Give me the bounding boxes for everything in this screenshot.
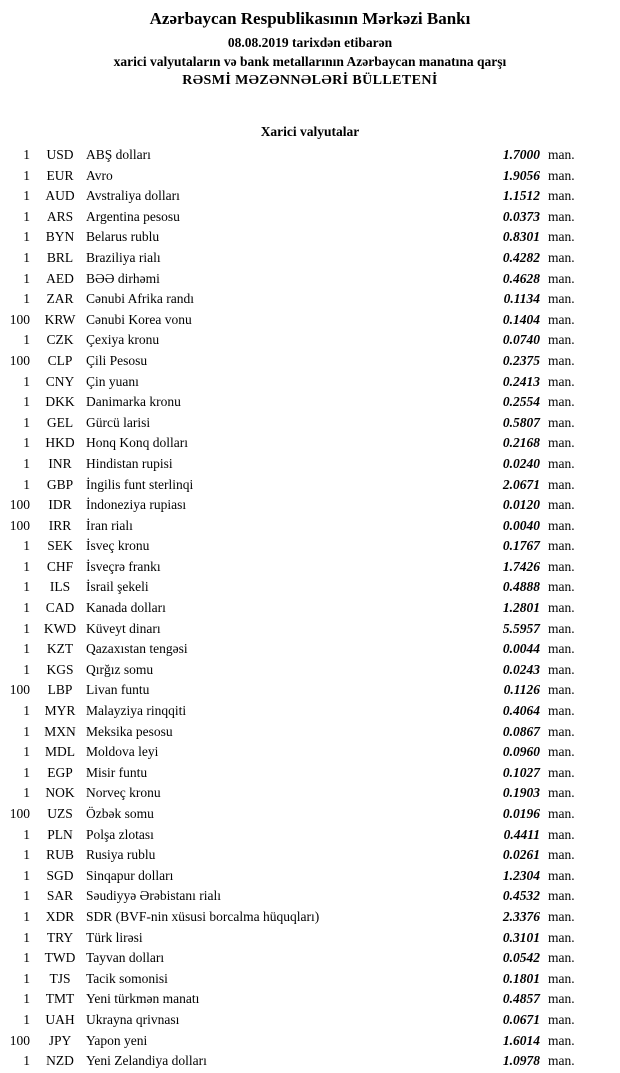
rate-row	[0, 186, 620, 207]
rate-value: 0.0867	[502, 723, 540, 739]
unit-label: man.	[548, 703, 575, 719]
quantity: 1	[23, 270, 30, 286]
currency-name: Tacik somonisi	[86, 970, 168, 986]
rate-value: 0.1404	[502, 311, 540, 327]
quantity: 1	[23, 394, 30, 410]
currency-code: SGD	[46, 867, 74, 883]
currency-name: Misir funtu	[86, 764, 148, 780]
rate-row	[0, 598, 620, 619]
unit-label: man.	[548, 394, 575, 410]
quantity: 100	[9, 311, 30, 327]
currency-name: İsveç kronu	[86, 538, 150, 554]
rate-row	[0, 701, 620, 722]
rate-value: 0.0240	[502, 455, 540, 471]
currency-code: CNY	[45, 373, 75, 389]
quantity: 1	[23, 249, 30, 265]
rate-value: 0.0243	[502, 661, 540, 677]
rate-value: 2.0671	[502, 476, 540, 492]
currency-code: BRL	[46, 249, 74, 265]
rate-row	[0, 763, 620, 784]
unit-label: man.	[548, 1032, 575, 1048]
unit-label: man.	[548, 229, 575, 245]
rate-value: 0.0040	[502, 517, 540, 533]
unit-label: man.	[548, 929, 575, 945]
rate-value: 0.0373	[502, 208, 540, 224]
rate-row	[0, 516, 620, 537]
currency-code: CZK	[46, 332, 74, 348]
rate-row	[0, 248, 620, 269]
rate-value: 0.4282	[502, 249, 540, 265]
unit-label: man.	[548, 455, 575, 471]
quantity: 1	[23, 847, 30, 863]
rate-row	[0, 660, 620, 681]
currency-name: Çexiya kronu	[86, 332, 160, 348]
currency-name: Belarus rublu	[86, 229, 160, 245]
currency-name: Yeni türkmən manatı	[86, 991, 200, 1007]
currency-name: Yapon yeni	[86, 1032, 148, 1048]
rate-value: 0.2168	[502, 435, 540, 451]
rate-value: 0.1134	[503, 291, 540, 307]
rate-value: 0.8301	[502, 229, 540, 245]
unit-label: man.	[548, 764, 575, 780]
currency-code: BYN	[45, 229, 75, 245]
rate-value: 1.9056	[502, 167, 540, 183]
rate-row	[0, 310, 620, 331]
currency-name: Rusiya rublu	[86, 847, 156, 863]
unit-label: man.	[548, 414, 575, 430]
rate-row	[0, 907, 620, 928]
currency-name: Cənubi Afrika randı	[86, 291, 194, 307]
quantity: 1	[23, 970, 30, 986]
currency-code: XDR	[45, 908, 75, 924]
quantity: 1	[23, 208, 30, 224]
currency-name: Norveç kronu	[86, 785, 161, 801]
currency-name: Yeni Zelandiya dolları	[86, 1053, 207, 1069]
currency-name: Türk lirəsi	[86, 929, 143, 945]
currency-code: GBP	[46, 476, 74, 492]
rate-row	[0, 166, 620, 187]
rate-value: 0.1126	[503, 682, 540, 698]
unit-label: man.	[548, 744, 575, 760]
rate-value: 0.1801	[502, 970, 540, 986]
rate-value: 0.1767	[502, 538, 540, 554]
quantity: 1	[23, 991, 30, 1007]
currency-code: KGS	[46, 661, 74, 677]
currency-name: Avro	[86, 167, 113, 183]
unit-label: man.	[548, 888, 575, 904]
rate-row	[0, 207, 620, 228]
unit-label: man.	[548, 558, 575, 574]
quantity: 1	[23, 188, 30, 204]
unit-label: man.	[548, 373, 575, 389]
currency-code: PLN	[47, 826, 73, 842]
rate-row	[0, 145, 620, 166]
rate-row	[0, 845, 620, 866]
currency-name: Tayvan dolları	[86, 950, 165, 966]
quantity: 1	[23, 579, 30, 595]
currency-code: GEL	[46, 414, 74, 430]
quantity: 1	[23, 167, 30, 183]
unit-label: man.	[548, 497, 575, 513]
unit-label: man.	[548, 661, 575, 677]
currency-name: Meksika pesosu	[86, 723, 173, 739]
currency-name: Argentina pesosu	[86, 208, 180, 224]
unit-label: man.	[548, 167, 575, 183]
unit-label: man.	[548, 991, 575, 1007]
rate-value: 0.4411	[503, 826, 540, 842]
currency-code: ARS	[46, 208, 74, 224]
rate-row	[0, 372, 620, 393]
currency-code: TMT	[45, 991, 75, 1007]
currency-code: MDL	[45, 744, 75, 760]
rate-value: 1.7426	[502, 558, 540, 574]
currency-code: SAR	[46, 888, 74, 904]
unit-label: man.	[548, 188, 575, 204]
rate-value: 0.2413	[502, 373, 540, 389]
rate-row	[0, 783, 620, 804]
rate-value: 2.3376	[502, 908, 540, 924]
rate-value: 1.7000	[502, 147, 540, 162]
bulletin-page	[0, 8, 620, 1072]
currency-code: TJS	[49, 970, 71, 986]
quantity: 1	[23, 291, 30, 307]
section-title: Xarici valyutalar	[260, 124, 360, 139]
rate-value: 0.5807	[502, 414, 540, 430]
rate-value: 0.1027	[502, 764, 540, 780]
currency-name: Malayziya rinqqiti	[86, 703, 187, 719]
rate-value: 0.4857	[502, 991, 540, 1007]
currency-name: Honq Konq dolları	[86, 435, 188, 451]
currency-code: TWD	[44, 950, 76, 966]
currency-name: Çili Pesosu	[86, 352, 148, 368]
rate-value: 0.0671	[502, 1011, 540, 1027]
currency-code: CHF	[46, 558, 74, 574]
bulletin-header	[0, 8, 620, 91]
currency-code: USD	[46, 147, 74, 162]
quantity: 100	[9, 806, 30, 821]
currency-code: AED	[46, 270, 74, 286]
currency-name: Səudiyyə Ərəbistanı rialı	[86, 888, 221, 904]
quantity: 1	[23, 476, 30, 492]
rate-row	[0, 495, 620, 516]
header-subtitle: xarici valyutaların və bank metallarının Azərbaycan manatına qarşı	[113, 54, 507, 69]
unit-label: man.	[548, 517, 575, 533]
currency-code: TRY	[46, 929, 74, 945]
unit-label: man.	[548, 641, 575, 657]
unit-label: man.	[548, 620, 575, 636]
currency-code: LBP	[47, 682, 73, 698]
rate-value: 0.0740	[502, 332, 540, 348]
rate-row	[0, 577, 620, 598]
unit-label: man.	[548, 682, 575, 698]
unit-label: man.	[548, 352, 575, 368]
rate-row	[0, 557, 620, 578]
rate-row	[0, 948, 620, 969]
currency-name: Braziliya rialı	[86, 249, 161, 265]
rate-row	[0, 866, 620, 887]
currency-name: İsveçrə frankı	[86, 558, 161, 574]
currency-code: MYR	[44, 703, 76, 719]
unit-label: man.	[548, 291, 575, 307]
document-title: RƏSMİ MƏZƏNNƏLƏRİ BÜLLETENİ	[182, 73, 438, 88]
rate-value: 0.0261	[502, 847, 540, 863]
rate-row	[0, 804, 620, 825]
currency-code: KWD	[43, 620, 77, 636]
currency-code: CAD	[45, 600, 75, 616]
quantity: 100	[9, 497, 30, 513]
unit-label: man.	[548, 332, 575, 348]
currency-code: INR	[48, 455, 72, 471]
rate-row	[0, 433, 620, 454]
rate-row	[0, 680, 620, 701]
quantity: 1	[23, 744, 30, 760]
unit-label: man.	[548, 847, 575, 863]
quantity: 1	[23, 950, 30, 966]
currency-code: KZT	[46, 641, 74, 657]
rate-value: 0.3101	[502, 929, 540, 945]
quantity: 1	[23, 455, 30, 471]
unit-label: man.	[548, 249, 575, 265]
rate-row	[0, 413, 620, 434]
currency-name: Ukrayna qrivnası	[86, 1011, 180, 1027]
unit-label: man.	[548, 1053, 575, 1069]
currency-name: Çin yuanı	[86, 373, 139, 389]
rate-value: 0.0044	[502, 641, 540, 657]
rate-value: 1.2801	[502, 600, 540, 616]
currency-name: Özbək somu	[86, 806, 154, 821]
currency-name: SDR (BVF-nin xüsusi borcalma hüquqları)	[86, 908, 320, 924]
currency-name: Avstraliya dolları	[86, 188, 180, 204]
rate-value: 0.4064	[502, 703, 540, 719]
unit-label: man.	[548, 826, 575, 842]
unit-label: man.	[548, 970, 575, 986]
rate-row	[0, 392, 620, 413]
currency-name: Qırğız somu	[86, 661, 154, 677]
rate-row	[0, 969, 620, 990]
effective-date: 08.08.2019 tarixdən etibarən	[227, 35, 393, 50]
quantity: 1	[23, 661, 30, 677]
quantity: 1	[23, 435, 30, 451]
currency-code: ILS	[49, 579, 71, 595]
rate-value: 0.4532	[502, 888, 540, 904]
currency-name: Polşa zlotası	[86, 826, 154, 842]
unit-label: man.	[548, 147, 575, 162]
quantity: 1	[23, 229, 30, 245]
quantity: 1	[23, 538, 30, 554]
currency-name: ABŞ dolları	[86, 147, 151, 162]
unit-label: man.	[548, 785, 575, 801]
currency-name: İndoneziya rupiası	[86, 497, 187, 513]
rate-row	[0, 289, 620, 310]
unit-label: man.	[548, 1011, 575, 1027]
quantity: 1	[23, 600, 30, 616]
unit-label: man.	[548, 723, 575, 739]
quantity: 1	[23, 764, 30, 780]
rate-row	[0, 536, 620, 557]
rate-row	[0, 639, 620, 660]
quantity: 1	[23, 373, 30, 389]
unit-label: man.	[548, 476, 575, 492]
rate-value: 1.0978	[502, 1053, 540, 1069]
quantity: 1	[23, 908, 30, 924]
currency-code: UZS	[47, 806, 73, 821]
currency-name: Moldova leyi	[86, 744, 159, 760]
rates-table	[0, 145, 620, 1072]
rate-row	[0, 825, 620, 846]
currency-name: Hindistan rupisi	[86, 455, 173, 471]
currency-code: CLP	[47, 352, 73, 368]
rate-row	[0, 475, 620, 496]
quantity: 100	[9, 517, 30, 533]
rate-value: 0.2375	[502, 352, 540, 368]
quantity: 1	[23, 414, 30, 430]
currency-name: BƏƏ dirhəmi	[86, 270, 160, 286]
rate-value: 0.0196	[502, 806, 540, 821]
unit-label: man.	[548, 600, 575, 616]
currency-code: IRR	[48, 517, 72, 533]
currency-code: HKD	[45, 435, 75, 451]
rate-value: 0.0542	[502, 950, 540, 966]
unit-label: man.	[548, 311, 575, 327]
rate-value: 0.2554	[502, 394, 540, 410]
rate-row	[0, 989, 620, 1010]
quantity: 1	[23, 147, 30, 162]
currency-code: NZD	[46, 1053, 74, 1069]
rate-value: 0.0960	[502, 744, 540, 760]
rate-value: 5.5957	[502, 620, 540, 636]
rate-row	[0, 619, 620, 640]
rate-row	[0, 1010, 620, 1031]
currency-name: İran rialı	[86, 517, 133, 533]
unit-label: man.	[548, 579, 575, 595]
bank-name: Azərbaycan Respublikasının Mərkəzi Bankı	[149, 9, 471, 28]
unit-label: man.	[548, 208, 575, 224]
currency-name: Gürcü larisi	[86, 414, 151, 430]
quantity: 1	[23, 723, 30, 739]
rate-row	[0, 351, 620, 372]
rate-value: 0.4628	[502, 270, 540, 286]
rate-value: 0.1903	[502, 785, 540, 801]
quantity: 100	[9, 682, 30, 698]
currency-code: EUR	[46, 167, 74, 183]
rate-value: 0.0120	[502, 497, 540, 513]
quantity: 1	[23, 332, 30, 348]
quantity: 1	[23, 1011, 30, 1027]
currency-name: İsrail şekeli	[86, 579, 149, 595]
currency-code: IDR	[48, 497, 72, 513]
quantity: 1	[23, 620, 30, 636]
quantity: 1	[23, 641, 30, 657]
rate-row	[0, 1051, 620, 1072]
currency-code: NOK	[45, 785, 75, 801]
quantity: 1	[23, 929, 30, 945]
quantity: 1	[23, 826, 30, 842]
currency-code: UAH	[45, 1011, 75, 1027]
currency-name: Danimarka kronu	[86, 394, 181, 410]
currency-code: EGP	[47, 764, 73, 780]
rate-row	[0, 928, 620, 949]
currency-code: AUD	[45, 188, 75, 204]
unit-label: man.	[548, 867, 575, 883]
quantity: 1	[23, 1053, 30, 1069]
unit-label: man.	[548, 538, 575, 554]
rate-row	[0, 454, 620, 475]
currency-code: ZAR	[46, 291, 74, 307]
rate-row	[0, 227, 620, 248]
currency-name: Livan funtu	[86, 682, 150, 698]
unit-label: man.	[548, 435, 575, 451]
currency-name: Küveyt dinarı	[86, 620, 161, 636]
currency-name: Cənubi Korea vonu	[86, 311, 192, 327]
currency-code: KRW	[44, 311, 76, 327]
quantity: 1	[23, 785, 30, 801]
rate-value: 1.2304	[502, 867, 540, 883]
rate-value: 0.4888	[502, 579, 540, 595]
rate-value: 1.6014	[502, 1032, 540, 1048]
currency-code: RUB	[46, 847, 74, 863]
quantity: 1	[23, 888, 30, 904]
currency-name: İngilis funt sterlinqi	[86, 476, 194, 492]
quantity: 1	[23, 703, 30, 719]
currency-code: MXN	[44, 723, 76, 739]
rate-row	[0, 886, 620, 907]
rate-row	[0, 269, 620, 290]
unit-label: man.	[548, 270, 575, 286]
currency-code: SEK	[47, 538, 73, 554]
currency-name: Qazaxıstan tengəsi	[86, 641, 188, 657]
rate-row	[0, 1031, 620, 1052]
quantity: 1	[23, 558, 30, 574]
currency-name: Kanada dolları	[86, 600, 166, 616]
currency-code: JPY	[48, 1032, 72, 1048]
quantity: 100	[9, 1032, 30, 1048]
unit-label: man.	[548, 950, 575, 966]
unit-label: man.	[548, 908, 575, 924]
rate-row	[0, 722, 620, 743]
quantity: 100	[9, 352, 30, 368]
rate-row	[0, 742, 620, 763]
rate-row	[0, 330, 620, 351]
currency-code: DKK	[45, 394, 75, 410]
rate-value: 1.1512	[502, 188, 540, 204]
currency-name: Sinqapur dolları	[86, 867, 174, 883]
quantity: 1	[23, 867, 30, 883]
unit-label: man.	[548, 806, 575, 821]
